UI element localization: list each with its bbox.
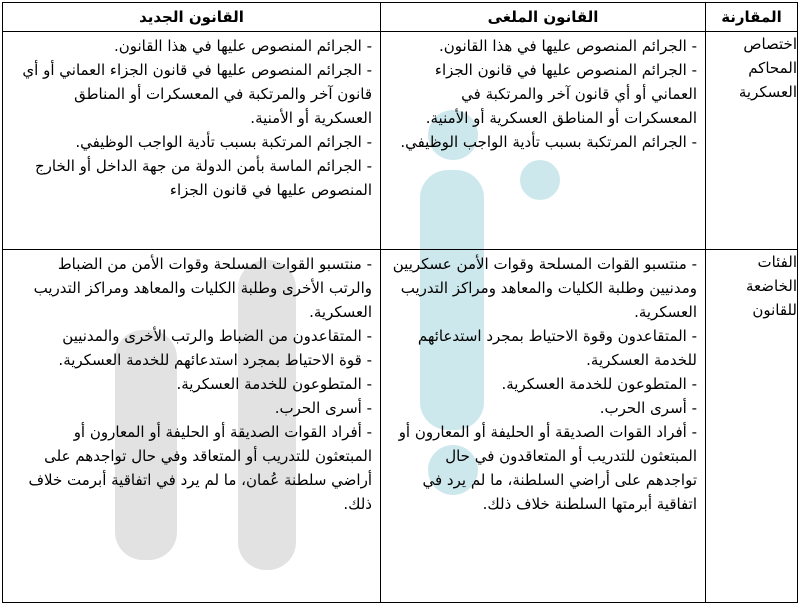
list-item: - الجرائم المرتكبة بسبب تأدية الواجب الوظيفي.	[400, 133, 697, 151]
list-item: - الجرائم المرتكبة بسبب تأدية الواجب الوظيفي.	[75, 133, 372, 151]
list-item: - أفراد القوات الصديقة أو الحليفة أو المعارون أو المبتعثون للتدريب أو المتعاقدون في حال تواجدهم على أراضي السلطنة، ما لم يرد في اتفاقية أبرمتها السلطنة خلاف ذلك.	[398, 423, 697, 513]
header-repealed-law: القانون الملغى	[381, 3, 706, 32]
row-court-jurisdiction	[3, 32, 798, 250]
list-item: - منتسبو القوات المسلحة وقوات الأمن من الضباط والرتب الأخرى وطلبة الكليات والمعاهد ومراكز التدريب العسكرية.	[33, 255, 372, 321]
list-item: - الجرائم المنصوص عليها في هذا القانون.	[113, 37, 372, 55]
row-label-categories: الفئات الخاضعة للقانون	[706, 250, 798, 603]
list-item: - منتسبو القوات المسلحة وقوات الأمن عسكريين ومدنيين وطلبة الكليات والمعاهد ومراكز التدريب العسكرية.	[392, 255, 697, 321]
list-item: - الجرائم الماسة بأمن الدولة من جهة الداخل أو الخارج المنصوص عليها في قانون الجزاء	[34, 157, 372, 199]
header-comparison: المقارنة	[706, 3, 798, 32]
list-item: - أسرى الحرب.	[274, 399, 372, 417]
header-row	[3, 3, 798, 32]
cell-new-categories	[3, 250, 381, 603]
list-item: - الجرائم المنصوص عليها في هذا القانون.	[438, 37, 697, 55]
cell-new-jurisdiction	[3, 32, 381, 250]
list-item: - قوة الاحتياط بمجرد استدعائهم للخدمة العسكرية.	[58, 351, 372, 369]
list-item: - المتطوعون للخدمة العسكرية.	[501, 375, 697, 393]
list-item: - أسرى الحرب.	[599, 399, 697, 417]
row-subject-categories	[3, 250, 798, 603]
cell-repealed-jurisdiction	[381, 32, 706, 250]
list-item: - الجرائم المنصوص عليها في قانون الجزاء العماني أو أي قانون آخر والمرتكبة في المعسكرات أو المناطق العسكرية أو الأمنية.	[425, 61, 697, 127]
row-label-jurisdiction: اختصاص المحاكم العسكرية	[706, 32, 798, 250]
list-item: - المتطوعون للخدمة العسكرية.	[176, 375, 372, 393]
cell-repealed-categories	[381, 250, 706, 603]
list-item: - الجرائم المنصوص عليها في قانون الجزاء العماني أو أي قانون آخر والمرتكبة في المعسكرات أو المناطق العسكرية أو الأمنية.	[22, 61, 372, 127]
list-item: - المتقاعدون من الضباط والرتب الأخرى والمدنيين	[62, 327, 372, 345]
comparison-table	[2, 2, 798, 603]
list-item: - المتقاعدون وقوة الاحتياط بمجرد استدعائهم للخدمة العسكرية.	[417, 327, 697, 369]
header-new-law: القانون الجديد	[3, 3, 381, 32]
list-item: - أفراد القوات الصديقة أو الحليفة أو المعارون أو المبتعثون للتدريب أو المتعاقد وفي حال تواجدهم على أراضي سلطنة عُمان، ما لم يرد في اتفاقية أبرمت خلاف ذلك.	[28, 423, 372, 513]
